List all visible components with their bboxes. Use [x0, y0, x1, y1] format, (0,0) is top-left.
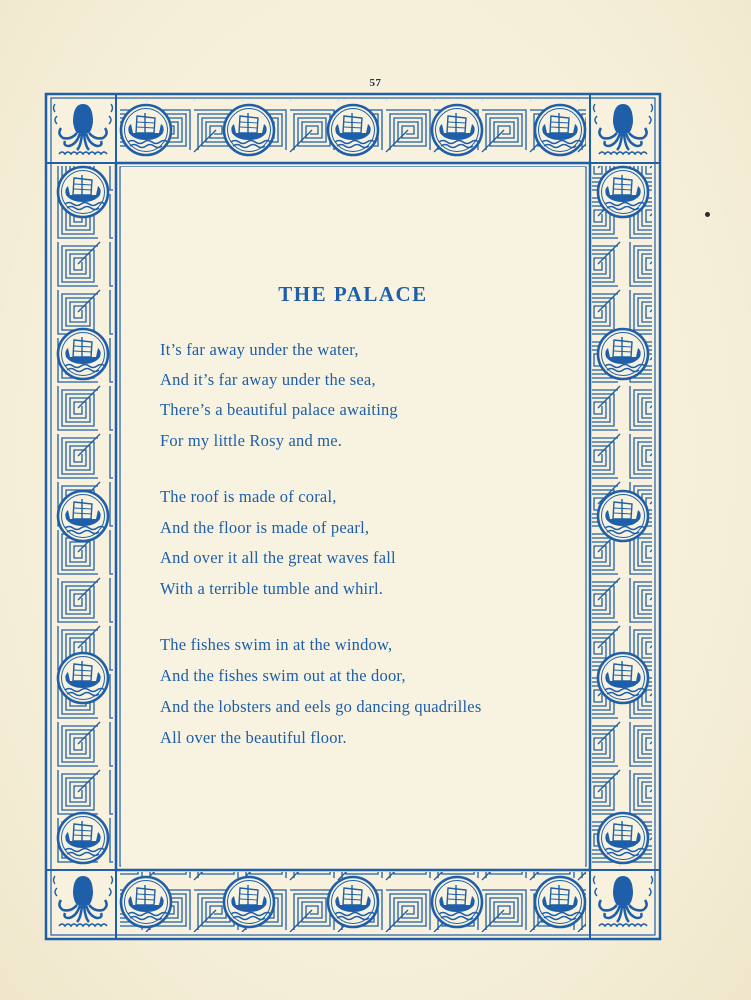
viking-ship-icon	[58, 167, 108, 217]
ink-speck	[705, 212, 710, 217]
poem-line: And the fishes swim out at the door,	[160, 666, 406, 685]
poem-line: With a terrible tumble and whirl.	[160, 579, 384, 598]
viking-ship-icon	[535, 877, 585, 927]
viking-ship-icon	[224, 877, 274, 927]
viking-ship-icon	[58, 491, 108, 541]
viking-ship-icon	[58, 329, 108, 379]
viking-ship-icon	[121, 105, 171, 155]
poem-line: And the floor is made of pearl,	[160, 518, 370, 537]
poem-line: And the lobsters and eels go dancing quadrilles	[160, 697, 482, 716]
poem-panel	[121, 167, 585, 867]
poem-title: THE PALACE	[278, 282, 428, 306]
viking-ship-icon	[58, 813, 108, 863]
page-number: 57	[369, 77, 382, 89]
viking-ship-icon	[432, 877, 482, 927]
viking-ship-icon	[598, 491, 648, 541]
poem-line: The fishes swim in at the window,	[160, 635, 393, 654]
viking-ship-icon	[432, 105, 482, 155]
viking-ship-icon	[598, 167, 648, 217]
viking-ship-icon	[598, 653, 648, 703]
viking-ship-icon	[224, 105, 274, 155]
viking-ship-icon	[121, 877, 171, 927]
poem-line: There’s a beautiful palace awaiting	[160, 400, 398, 419]
poem-line: For my little Rosy and me.	[160, 431, 343, 450]
viking-ship-icon	[58, 653, 108, 703]
poem-line: The roof is made of coral,	[160, 487, 337, 506]
viking-ship-icon	[598, 813, 648, 863]
viking-ship-icon	[328, 105, 378, 155]
viking-ship-icon	[598, 329, 648, 379]
poem-line: And it’s far away under the sea,	[160, 370, 376, 389]
poem-line: All over the beautiful floor.	[160, 728, 347, 747]
poem-line: It’s far away under the water,	[160, 340, 359, 359]
poem-line: And over it all the great waves fall	[160, 548, 396, 567]
viking-ship-icon	[328, 877, 378, 927]
viking-ship-icon	[535, 105, 585, 155]
